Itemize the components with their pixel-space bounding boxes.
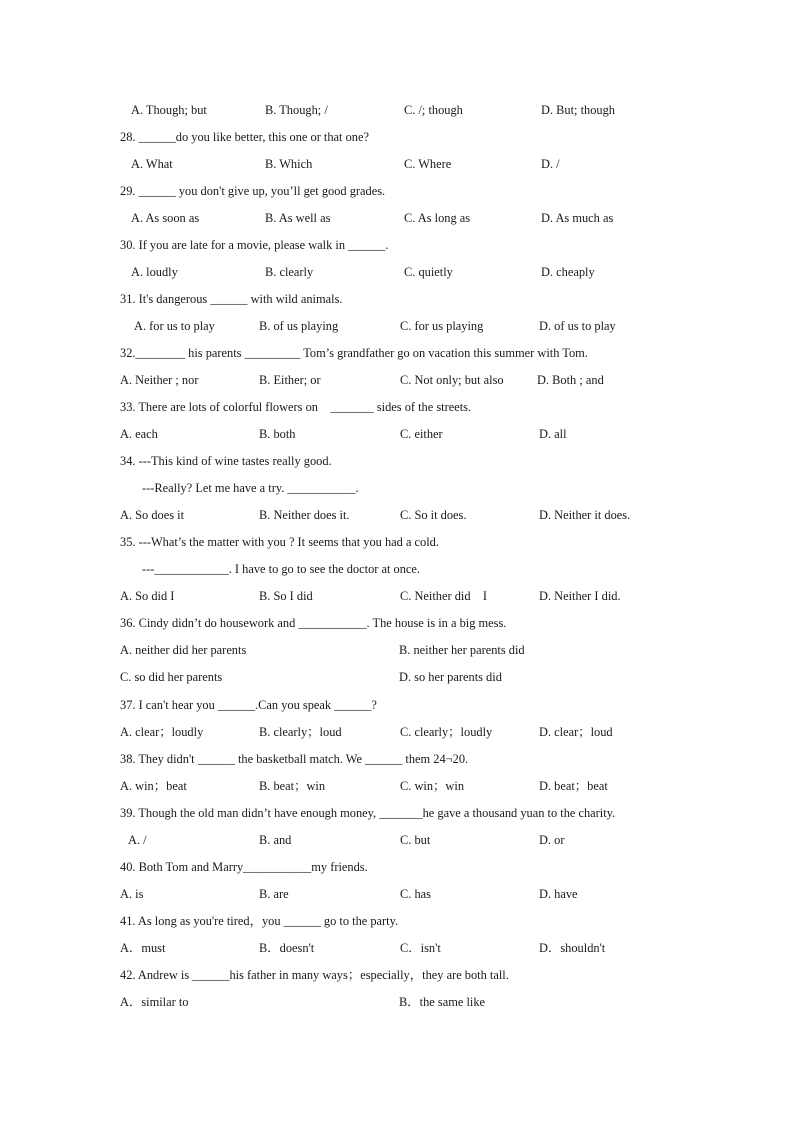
question-35-options	[0, 587, 794, 605]
option-b: B. are	[259, 887, 289, 901]
option-b: B. clearly；loud	[259, 725, 342, 739]
option-c: C. quietly	[404, 265, 453, 279]
question-42-options	[0, 993, 794, 1011]
question-41-options	[0, 939, 794, 957]
question-27-options	[0, 101, 794, 119]
option-a: A. clear；loudly	[120, 725, 204, 739]
question-33-options	[0, 425, 794, 443]
question-37-options	[0, 723, 794, 741]
option-a: A. What	[131, 157, 173, 171]
question-42-stem: 42. Andrew is ______his father in many ways；especially，they are both tall.	[120, 968, 509, 982]
option-b: B. As well as	[265, 211, 331, 225]
option-a: A. neither did her parents	[120, 643, 247, 657]
question-34-options	[0, 506, 794, 524]
option-a: A. As soon as	[131, 211, 200, 225]
option-c: C. As long as	[404, 211, 471, 225]
option-b: B. beat；win	[259, 779, 326, 793]
question-36-stem: 36. Cindy didn’t do housework and ___________. The house is in a big mess.	[120, 616, 507, 630]
option-b: B. Either; or	[259, 373, 321, 387]
option-a: A．similar to	[120, 995, 189, 1009]
option-b: B. clearly	[265, 265, 314, 279]
option-d: D. of us to play	[539, 319, 616, 333]
option-a: A. each	[120, 427, 158, 441]
option-c: C. clearly；loudly	[400, 725, 493, 739]
question-29-stem: 29. ______ you don't give up, you’ll get good grades.	[120, 184, 386, 198]
question-32-stem: 32.________ his parents _________ Tom’s grandfather go on vacation this summer with Tom.	[120, 346, 588, 360]
option-d: D. Both ; and	[537, 373, 604, 387]
question-40-options	[0, 885, 794, 903]
option-c: C. for us playing	[400, 319, 484, 333]
question-31-stem: 31. It's dangerous ______ with wild animals.	[120, 292, 343, 306]
option-d: D. cheaply	[541, 265, 595, 279]
question-35-stem: 35. ---What’s the matter with you ? It seems that you had a cold.	[120, 535, 439, 549]
option-a: A. So does it	[120, 508, 185, 522]
option-a: A. for us to play	[134, 319, 215, 333]
option-b: B. and	[259, 833, 292, 847]
question-36-options-row1	[0, 641, 794, 659]
option-d: D. or	[539, 833, 565, 847]
option-c: C．isn't	[400, 941, 441, 955]
option-c: C. Not only; but also	[400, 373, 504, 387]
question-32-options	[0, 371, 794, 389]
question-34-stem: 34. ---This kind of wine tastes really good.	[120, 454, 332, 468]
option-d: D. have	[539, 887, 578, 901]
option-d: D. beat；beat	[539, 779, 608, 793]
question-31-options	[0, 317, 794, 335]
option-a: A. /	[128, 833, 147, 847]
question-41-stem: 41. As long as you're tired，you ______ go to the party.	[120, 914, 399, 928]
option-d: D．shouldn't	[539, 941, 606, 955]
option-d: D. clear；loud	[539, 725, 613, 739]
question-30-stem: 30. If you are late for a movie, please walk in ______.	[120, 238, 389, 252]
option-c: C. has	[400, 887, 431, 901]
option-d: D. As much as	[541, 211, 614, 225]
question-35-stem-reply: ---____________. I have to go to see the doctor at once.	[142, 562, 421, 576]
option-b: B. neither her parents did	[399, 643, 525, 657]
question-36-options-row2	[0, 668, 794, 686]
option-c: C. but	[400, 833, 431, 847]
option-b: B. So I did	[259, 589, 313, 603]
option-d: D. Neither I did.	[539, 589, 621, 603]
question-39-stem: 39. Though the old man didn’t have enough money, _______he gave a thousand yuan to the charity.	[120, 806, 616, 820]
option-c: C. Where	[404, 157, 452, 171]
option-b: B. both	[259, 427, 296, 441]
question-39-options	[0, 831, 794, 849]
option-d: D. all	[539, 427, 567, 441]
option-b: B. Neither does it.	[259, 508, 350, 522]
question-29-options	[0, 209, 794, 227]
option-d: D. so her parents did	[399, 670, 502, 684]
option-c: C. win；win	[400, 779, 465, 793]
question-38-stem: 38. They didn't ______ the basketball match. We ______ them 24¬20.	[120, 752, 469, 766]
option-a: A. Neither ; nor	[120, 373, 199, 387]
question-37-stem: 37. I can't hear you ______.Can you speak ______?	[120, 698, 377, 712]
question-33-stem: 33. There are lots of colorful flowers on _______ sides of the streets.	[120, 400, 472, 414]
option-d: D. But; though	[541, 103, 616, 117]
option-c: C. /; though	[404, 103, 463, 117]
option-b: B．doesn't	[259, 941, 315, 955]
question-28-stem: 28. ______do you like better, this one or that one?	[120, 130, 369, 144]
option-d: D. /	[541, 157, 560, 171]
option-c: C. Neither did I	[400, 589, 488, 603]
option-b: B. Though; /	[265, 103, 328, 117]
option-b: B. of us playing	[259, 319, 339, 333]
option-a: A. So did I	[120, 589, 175, 603]
question-34-stem-reply: ---Really? Let me have a try. ___________.	[142, 481, 359, 495]
option-a: A. Though; but	[131, 103, 207, 117]
option-c: C. So it does.	[400, 508, 467, 522]
question-30-options	[0, 263, 794, 281]
option-b: B. Which	[265, 157, 313, 171]
option-c: C. either	[400, 427, 443, 441]
option-a: A．must	[120, 941, 166, 955]
option-b: B．the same like	[399, 995, 486, 1009]
option-d: D. Neither it does.	[539, 508, 631, 522]
question-38-options	[0, 777, 794, 795]
question-28-options	[0, 155, 794, 173]
option-a: A. win；beat	[120, 779, 187, 793]
option-a: A. loudly	[131, 265, 178, 279]
question-40-stem: 40. Both Tom and Marry___________my friends.	[120, 860, 368, 874]
option-c: C. so did her parents	[120, 670, 223, 684]
option-a: A. is	[120, 887, 144, 901]
